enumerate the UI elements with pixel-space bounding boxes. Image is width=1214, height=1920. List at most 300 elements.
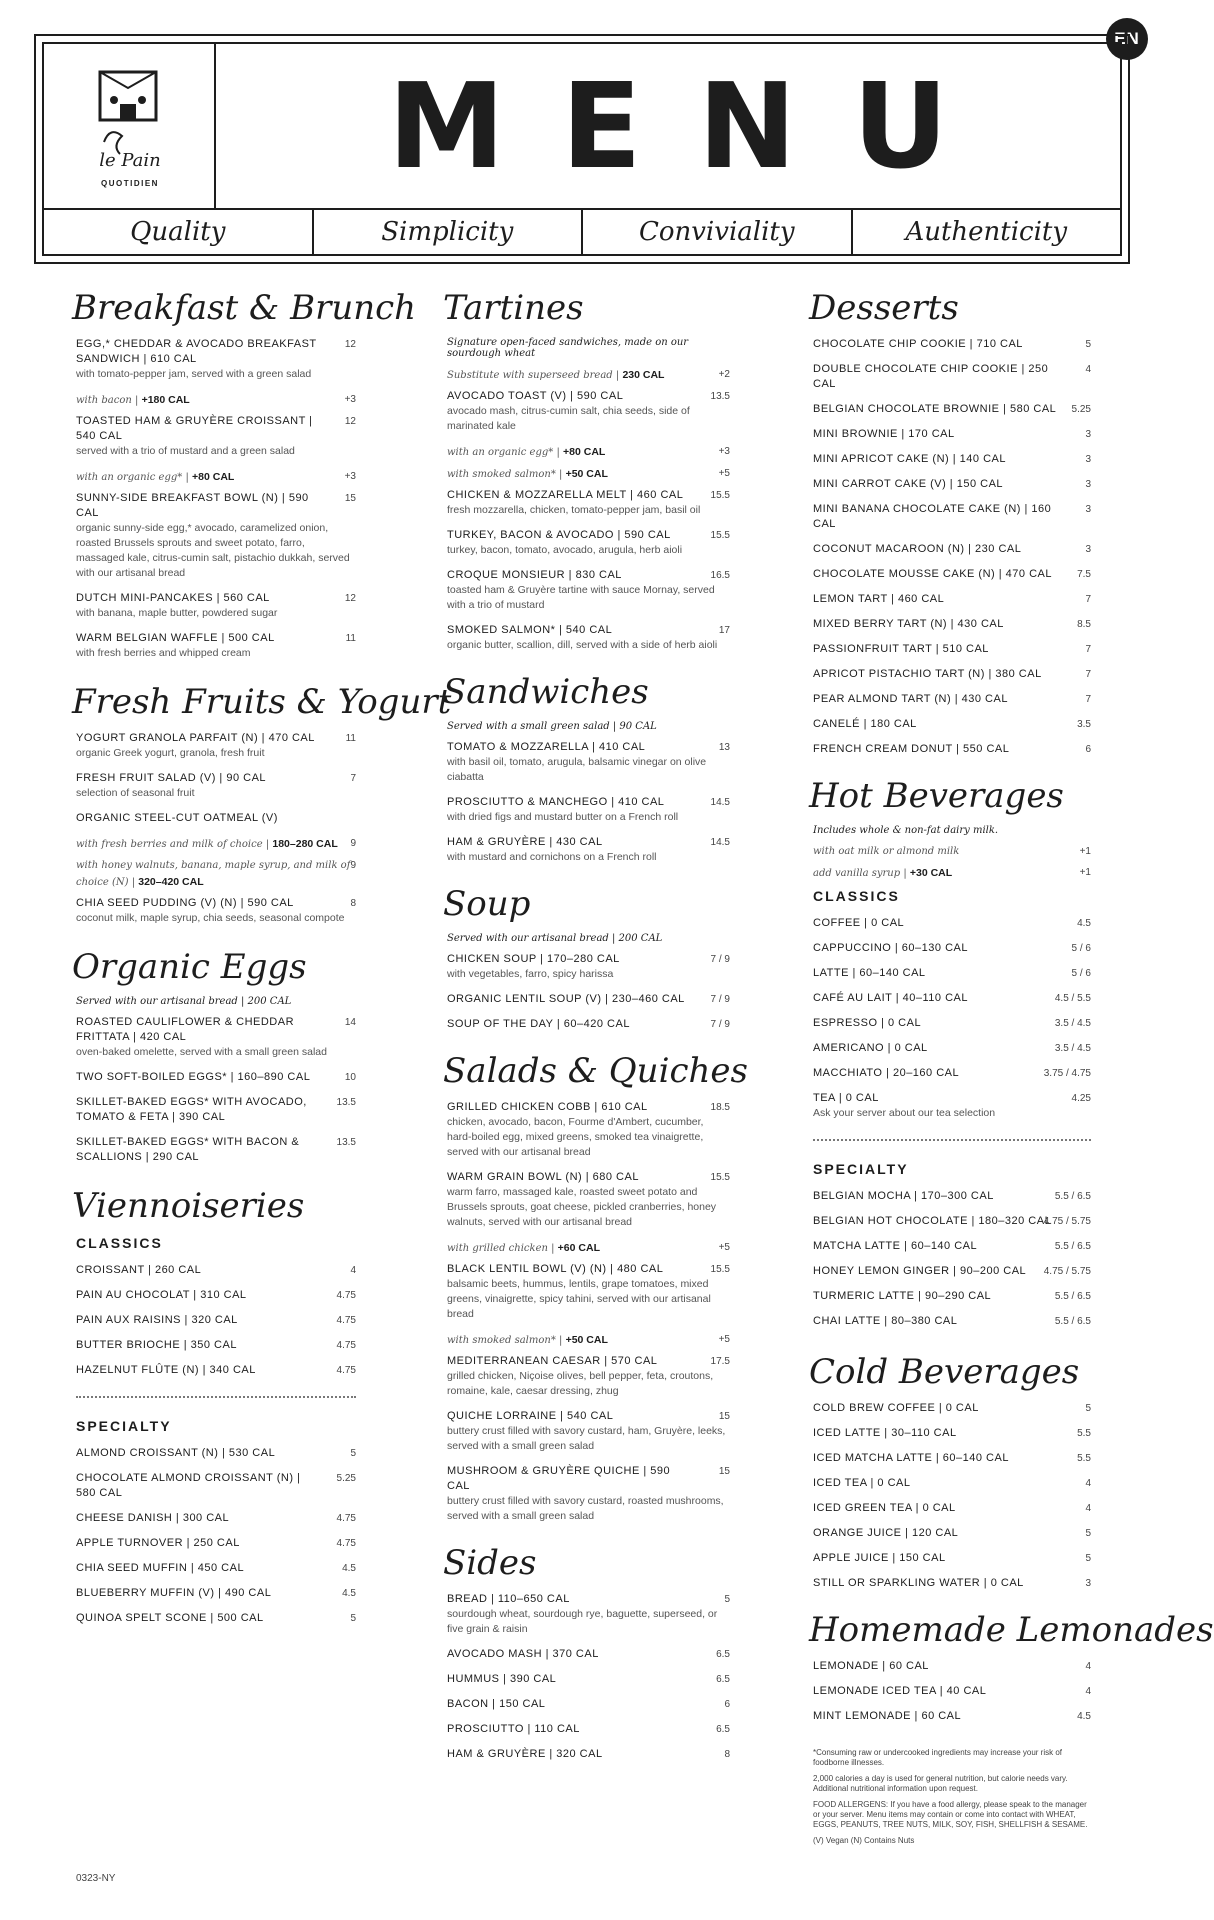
menu-item-price: 15	[718, 1411, 730, 1422]
menu-item	[76, 591, 356, 621]
menu-item-price: 12	[344, 593, 356, 604]
menu-item	[76, 1611, 356, 1626]
menu-item-description: Ask your server about our tea selection	[813, 1107, 996, 1119]
menu-item-price: 15.5	[710, 1264, 730, 1275]
dotted-divider	[76, 1396, 356, 1398]
menu-item	[447, 1722, 730, 1737]
menu-item	[813, 1066, 1091, 1081]
menu-item-description: with basil oil, tomato, arugula, balsamic vinegar on olive ciabatta	[447, 756, 707, 783]
section-lemonades	[809, 1607, 1214, 1724]
menu-item-description: fresh mozzarella, chicken, tomato-pepper jam, basil oil	[447, 504, 701, 516]
menu-item	[813, 1526, 1091, 1541]
menu-item-price: 5 / 6	[1071, 968, 1091, 979]
menu-item	[447, 795, 730, 825]
menu-item-price: 3	[1085, 429, 1091, 440]
menu-item	[447, 1354, 730, 1399]
menu-item-name: HAM & GRUYÈRE | 430 CAL	[447, 836, 603, 848]
menu-item-name: BELGIAN CHOCOLATE BROWNIE | 580 CAL	[813, 403, 1057, 415]
menu-item-option: with smoked salmon* | +50 CAL +5	[447, 468, 730, 480]
menu-item-price: 4.75	[336, 1290, 356, 1301]
menu-item	[813, 567, 1091, 582]
section-title: Sides	[443, 1543, 537, 1583]
menu-item-name: MEDITERRANEAN CAESAR | 570 CAL	[447, 1355, 658, 1367]
menu-item	[76, 1471, 356, 1501]
menu-item-price: 3.75 / 4.75	[1043, 1068, 1091, 1079]
menu-item	[76, 1263, 356, 1278]
section-title: Fresh Fruits & Yogurt	[72, 682, 452, 722]
menu-item	[447, 1409, 730, 1454]
menu-item-price: 3	[1085, 504, 1091, 515]
menu-item	[813, 1451, 1091, 1466]
menu-item-price: 4	[1085, 1478, 1091, 1489]
menu-item	[447, 1170, 730, 1230]
menu-item-price: 3	[1085, 479, 1091, 490]
menu-item-price: 11	[345, 633, 356, 644]
menu-item-price: 13	[718, 742, 730, 753]
menu-item-name: MINI APRICOT CAKE (N) | 140 CAL	[813, 453, 1006, 465]
section-title: Desserts	[809, 288, 959, 328]
menu-item-name: LEMON TART | 460 CAL	[813, 593, 945, 605]
menu-item-price: 5.5 / 6.5	[1054, 1291, 1091, 1302]
menu-item	[447, 568, 730, 613]
footnote: FOOD ALLERGENS: If you have a food allergy, please speak to the manager or your server. Menu items may contain or come into contact with WHEAT, EGGS, PEANUTS, TREE NUTS, MILK, SOY, FISH, SHELLFISH & SESAME.	[813, 1800, 1088, 1829]
menu-item-description: with vegetables, farro, spicy harissa	[447, 968, 614, 980]
option-text: with fresh berries and milk of choice	[76, 839, 263, 850]
menu-item	[76, 1586, 356, 1601]
value-authenticity: Authenticity	[905, 217, 1068, 247]
bakery-logo-icon	[44, 44, 216, 208]
option-price: +1	[1079, 846, 1091, 857]
menu-item-name: TURMERIC LATTE | 90–290 CAL	[813, 1290, 992, 1302]
menu-item-name: CHOCOLATE ALMOND CROISSANT (N) | 580 CAL	[76, 1472, 301, 1499]
menu-item-description: with fresh berries and whipped cream	[76, 647, 251, 659]
menu-item-price: 7 / 9	[710, 994, 730, 1005]
menu-item-description: with dried figs and mustard butter on a French roll	[447, 811, 679, 823]
menu-item-description: buttery crust filled with savory custard, ham, Gruyère, leeks, served with a small green salad	[447, 1425, 726, 1452]
menu-item-price: 3	[1085, 454, 1091, 465]
menu-item-name: ICED LATTE | 30–110 CAL	[813, 1427, 957, 1439]
menu-item-price: 18.5	[710, 1102, 730, 1113]
menu-item	[813, 592, 1091, 607]
option-price: +5	[718, 468, 730, 479]
menu-item-price: 12	[344, 416, 356, 427]
menu-item	[813, 1501, 1091, 1516]
option-price: +3	[718, 446, 730, 457]
section-hot	[809, 773, 1091, 1349]
menu-item-name: ALMOND CROISSANT (N) | 530 CAL	[76, 1447, 276, 1459]
menu-item-name: SKILLET-BAKED EGGS* WITH AVOCADO, TOMATO & FETA | 390 CAL	[76, 1096, 307, 1123]
menu-item	[813, 1264, 1091, 1279]
menu-item-price: 3.5 / 4.5	[1054, 1018, 1091, 1029]
menu-item-price: 8.5	[1077, 619, 1091, 630]
menu-item-name: PAIN AU CHOCOLAT | 310 CAL	[76, 1289, 247, 1301]
value-conviviality: Conviviality	[583, 210, 853, 254]
menu-item	[813, 452, 1091, 467]
menu-item-description: chicken, avocado, bacon, Fourme d'Ambert, cucumber, hard-boiled egg, mixed greens, smoked tea vinaigrette, served with our artisanal bread	[447, 1116, 704, 1158]
menu-item-description: with tomato-pepper jam, served with a green salad	[76, 368, 312, 380]
menu-column-right	[809, 285, 1214, 1852]
menu-item	[813, 1576, 1091, 1591]
menu-item	[813, 477, 1091, 492]
menu-item-name: TEA | 0 CAL	[813, 1092, 879, 1104]
menu-item-price: 8	[724, 1749, 730, 1760]
menu-item-name: ROASTED CAULIFLOWER & CHEDDAR FRITTATA | 420 CAL	[76, 1016, 295, 1043]
menu-item-name: HAZELNUT FLÛTE (N) | 340 CAL	[76, 1364, 256, 1376]
menu-item	[76, 337, 356, 382]
menu-item	[813, 742, 1091, 757]
menu-item-price: 12	[344, 339, 356, 350]
menu-item-price: 4	[1085, 1503, 1091, 1514]
section-desserts	[809, 285, 1091, 773]
menu-item-name: ORANGE JUICE | 120 CAL	[813, 1527, 959, 1539]
menu-item	[76, 1536, 356, 1551]
menu-item-price: 3.5 / 4.5	[1054, 1043, 1091, 1054]
footnote: 2,000 calories a day is used for general nutrition, but calorie needs vary. Additional nutritional information upon request.	[813, 1774, 1068, 1793]
menu-item-name: LEMONADE ICED TEA | 40 CAL	[813, 1685, 987, 1697]
menu-item-price: 3	[1085, 1578, 1091, 1589]
menu-item	[813, 1041, 1091, 1056]
option-text: with grilled chicken	[447, 1243, 548, 1254]
menu-item-option: with fresh berries and milk of choice | 180–280 CAL 9	[76, 838, 356, 850]
menu-item	[813, 542, 1091, 557]
menu-column-left	[72, 285, 452, 1646]
menu-item-price: 7	[350, 773, 356, 784]
menu-item-name: BACON | 150 CAL	[447, 1698, 546, 1710]
menu-item	[447, 952, 730, 982]
section-title: Organic Eggs	[72, 947, 307, 987]
menu-item-price: 10	[344, 1072, 356, 1083]
menu-item-price: 6.5	[716, 1724, 730, 1735]
menu-item-price: 16.5	[710, 570, 730, 581]
menu-item-name: ESPRESSO | 0 CAL	[813, 1017, 922, 1029]
menu-item-option: with smoked salmon* | +50 CAL +5	[447, 1334, 730, 1346]
menu-item-price: 7 / 9	[710, 1019, 730, 1030]
menu-item-price: 15	[718, 1466, 730, 1477]
menu-item-option: with an organic egg* | +80 CAL +3	[447, 446, 730, 458]
menu-item	[813, 1709, 1091, 1724]
footnote: *Consuming raw or undercooked ingredients may increase your risk of foodborne illnesses.	[813, 1748, 1063, 1767]
menu-item-price: 7	[1085, 694, 1091, 705]
menu-item-price: 13.5	[336, 1137, 356, 1148]
menu-item	[76, 1313, 356, 1328]
menu-item-name: AMERICANO | 0 CAL	[813, 1042, 928, 1054]
menu-item	[76, 1446, 356, 1461]
menu-item	[447, 1592, 730, 1637]
menu-item-description: oven-baked omelette, served with a small green salad	[76, 1046, 327, 1058]
menu-item	[447, 1647, 730, 1662]
option-text: with smoked salmon*	[447, 469, 556, 480]
section-sides	[443, 1540, 730, 1762]
menu-item-name: MINI BROWNIE | 170 CAL	[813, 428, 955, 440]
menu-item-name: CROQUE MONSIEUR | 830 CAL	[447, 569, 622, 581]
menu-item-name: MIXED BERRY TART (N) | 430 CAL	[813, 618, 1004, 630]
menu-item-option: with honey walnuts, banana, maple syrup, and milk of choice (N) | 320–420 CAL 9	[76, 860, 356, 888]
option-text: with smoked salmon*	[447, 1335, 556, 1346]
menu-item-name: BELGIAN MOCHA | 170–300 CAL	[813, 1190, 994, 1202]
menu-item-price: 5	[1085, 1528, 1091, 1539]
menu-item	[813, 966, 1091, 981]
section-breakfast	[72, 285, 417, 679]
menu-item-price: 6	[724, 1699, 730, 1710]
menu-item-description: grilled chicken, Niçoise olives, bell pepper, feta, croutons, romaine, kale, caesar dressing, zhug	[447, 1370, 714, 1397]
menu-item-price: 7	[1085, 669, 1091, 680]
menu-item-price: 7	[1085, 594, 1091, 605]
menu-item-name: PASSIONFRUIT TART | 510 CAL	[813, 643, 989, 655]
menu-item	[447, 992, 730, 1007]
menu-item	[447, 1464, 730, 1524]
option-price: +1	[1079, 867, 1091, 878]
menu-item-name: PROSCIUTTO & MANCHEGO | 410 CAL	[447, 796, 665, 808]
menu-item	[813, 1239, 1091, 1254]
menu-item	[76, 1511, 356, 1526]
menu-item-description: with mustard and cornichons on a French roll	[447, 851, 657, 863]
menu-item	[76, 631, 356, 661]
menu-item-description: with banana, maple butter, powdered sugar	[76, 607, 278, 619]
menu-item-price: 6	[1085, 744, 1091, 755]
menu-item-name: ICED MATCHA LATTE | 60–140 CAL	[813, 1452, 1009, 1464]
menu-item-name: PAIN AUX RAISINS | 320 CAL	[76, 1314, 238, 1326]
section-viennoiseries	[72, 1183, 356, 1646]
menu-item	[447, 1697, 730, 1712]
menu-item-price: 5	[350, 1448, 356, 1459]
option-calories: +80 CAL	[192, 471, 235, 483]
option-text: with oat milk or almond milk	[813, 846, 960, 857]
section-tartines	[443, 285, 730, 669]
menu-item-name: QUINOA SPELT SCONE | 500 CAL	[76, 1612, 264, 1624]
menu-item	[447, 528, 730, 558]
menu-item	[813, 617, 1091, 632]
menu-item-price: 13.5	[336, 1097, 356, 1108]
option-text: add vanilla syrup	[813, 868, 901, 879]
section-sandwiches	[443, 669, 730, 881]
section-cold	[809, 1349, 1091, 1607]
option-price: +2	[718, 369, 730, 380]
menu-item-price: 5.5	[1077, 1453, 1091, 1464]
section-note: Served with our artisanal bread | 200 CAL	[447, 933, 663, 944]
option-text: with honey walnuts, banana, maple syrup, and milk of choice (N)	[76, 860, 351, 888]
menu-item-option: with grilled chicken | +60 CAL +5	[447, 1242, 730, 1254]
menu-item	[76, 1338, 356, 1353]
menu-item	[813, 941, 1091, 956]
menu-item-name: TWO SOFT-BOILED EGGS* | 160–890 CAL	[76, 1071, 311, 1083]
menu-item	[813, 1426, 1091, 1441]
menu-item-price: 4.75	[336, 1365, 356, 1376]
subsection-heading-classics: CLASSICS	[813, 888, 900, 904]
menu-item-description: organic Greek yogurt, granola, fresh fruit	[76, 747, 265, 759]
menu-item-price: 8	[350, 898, 356, 909]
menu-item	[447, 740, 730, 785]
menu-item-price: 4.25	[1071, 1093, 1091, 1104]
menu-item	[813, 1476, 1091, 1491]
menu-header-frame	[34, 34, 1130, 264]
section-title: Soup	[443, 884, 531, 924]
menu-item-name: FRENCH CREAM DONUT | 550 CAL	[813, 743, 1010, 755]
menu-item-name: DOUBLE CHOCOLATE CHIP COOKIE | 250 CAL	[813, 363, 1049, 390]
menu-item-name: CAFÉ AU LAIT | 40–110 CAL	[813, 992, 968, 1004]
footnote: (V) Vegan (N) Contains Nuts	[813, 1836, 915, 1845]
menu-item-option: with an organic egg* | +80 CAL +3	[76, 471, 356, 483]
menu-item-description: turkey, bacon, tomato, avocado, arugula, herb aioli	[447, 544, 683, 556]
menu-item-name: APPLE JUICE | 150 CAL	[813, 1552, 946, 1564]
menu-item-name: TOASTED HAM & GRUYÈRE CROISSANT | 540 CAL	[76, 415, 313, 442]
menu-item-name: PROSCIUTTO | 110 CAL	[447, 1723, 580, 1735]
menu-item-name: MINI CARROT CAKE (V) | 150 CAL	[813, 478, 1004, 490]
option-calories: +50 CAL	[565, 1334, 608, 1346]
menu-item-name: CHICKEN SOUP | 170–280 CAL	[447, 953, 620, 965]
option-text: with bacon	[76, 395, 132, 406]
section-title: Cold Beverages	[809, 1352, 1080, 1392]
menu-item-price: 4.5	[1077, 1711, 1091, 1722]
menu-item-name: LATTE | 60–140 CAL	[813, 967, 926, 979]
menu-item	[813, 1684, 1091, 1699]
menu-item-price: 5	[1085, 1553, 1091, 1564]
menu-item-description: buttery crust filled with savory custard, roasted mushrooms, served with a small green salad	[447, 1495, 724, 1522]
menu-item-name: CHIA SEED MUFFIN | 450 CAL	[76, 1562, 245, 1574]
menu-item-name: SUNNY-SIDE BREAKFAST BOWL (N) | 590 CAL	[76, 492, 309, 519]
menu-item-price: 17	[718, 625, 730, 636]
menu-item	[813, 362, 1091, 392]
menu-item-description: served with a trio of mustard and a green salad	[76, 445, 295, 457]
menu-item	[76, 771, 356, 801]
menu-item-price: 5	[1085, 1403, 1091, 1414]
logo-script-text: le Pain	[99, 150, 161, 171]
menu-item-description: sourdough wheat, sourdough rye, baguette, superseed, or five grain & raisin	[447, 1608, 718, 1635]
menu-item	[76, 1070, 356, 1085]
menu-item	[76, 811, 356, 826]
menu-item-name: AVOCADO TOAST (V) | 590 CAL	[447, 390, 624, 402]
option-calories: +180 CAL	[141, 394, 190, 406]
menu-item-price: 4	[1085, 1686, 1091, 1697]
menu-item-price: 17.5	[710, 1356, 730, 1367]
menu-item	[76, 1561, 356, 1576]
menu-item-price: 6.5	[716, 1649, 730, 1660]
option-calories: 320–420 CAL	[138, 876, 204, 888]
menu-item-name: CAPPUCCINO | 60–130 CAL	[813, 942, 968, 954]
menu-item	[813, 692, 1091, 707]
menu-item-price: 4.75	[336, 1340, 356, 1351]
menu-item-name: STILL OR SPARKLING WATER | 0 CAL	[813, 1577, 1024, 1589]
menu-item-name: EGG,* CHEDDAR & AVOCADO BREAKFAST SANDWICH | 610 CAL	[76, 338, 317, 365]
menu-item-option	[813, 844, 1091, 860]
menu-item-description: avocado mash, citrus-cumin salt, chia seeds, side of marinated kale	[447, 405, 690, 432]
option-price: 9	[350, 838, 356, 849]
menu-item-price: 5.5 / 6.5	[1054, 1191, 1091, 1202]
substitute-option: Substitute with superseed bread | 230 CAL +2	[447, 369, 730, 381]
menu-item-description: toasted ham & Gruyère tartine with sauce Mornay, served with a trio of mustard	[447, 584, 715, 611]
menu-item-price: 14.5	[710, 797, 730, 808]
menu-item-price: 15.5	[710, 490, 730, 501]
menu-item-name: QUICHE LORRAINE | 540 CAL	[447, 1410, 614, 1422]
menu-item	[813, 1214, 1091, 1229]
menu-item-name: CHOCOLATE MOUSSE CAKE (N) | 470 CAL	[813, 568, 1052, 580]
option-price: +3	[344, 394, 356, 405]
menu-item-name: APRICOT PISTACHIO TART (N) | 380 CAL	[813, 668, 1042, 680]
menu-item	[76, 491, 356, 581]
subsection-heading-specialty: SPECIALTY	[76, 1418, 172, 1434]
menu-item	[813, 502, 1091, 532]
menu-item	[813, 916, 1091, 931]
menu-item	[813, 667, 1091, 682]
value-simplicity: Simplicity	[314, 210, 584, 254]
section-note: Served with a small green salad | 90 CAL	[447, 721, 657, 732]
section-title: Breakfast & Brunch	[72, 288, 417, 328]
menu-item	[813, 337, 1091, 352]
menu-item-name: COCONUT MACAROON (N) | 230 CAL	[813, 543, 1022, 555]
menu-item-name: HONEY LEMON GINGER | 90–200 CAL	[813, 1265, 1027, 1277]
menu-item-name: CHOCOLATE CHIP COOKIE | 710 CAL	[813, 338, 1023, 350]
section-soup	[443, 881, 730, 1048]
menu-item	[447, 1100, 730, 1160]
menu-item-price: 5	[724, 1594, 730, 1605]
menu-item-name: BELGIAN HOT CHOCOLATE | 180–320 CAL	[813, 1215, 1052, 1227]
option-price: +5	[718, 1242, 730, 1253]
menu-item-description: organic sunny-side egg,* avocado, caramelized onion, roasted Brussels sprouts and sweet potato, farro, massaged kale, citrus-cumin salt, pistachio dukkah, served with our artisanal bread	[76, 522, 350, 579]
menu-item-name: WARM GRAIN BOWL (N) | 680 CAL	[447, 1171, 639, 1183]
menu-item-price: 6.5	[716, 1674, 730, 1685]
menu-item-name: TURKEY, BACON & AVOCADO | 590 CAL	[447, 529, 671, 541]
menu-item-name: MACCHIATO | 20–160 CAL	[813, 1067, 960, 1079]
menu-item-name: CANELÉ | 180 CAL	[813, 718, 917, 730]
menu-item-description: organic butter, scallion, dill, served with a side of herb aioli	[447, 639, 718, 651]
section-title: Salads & Quiches	[443, 1051, 748, 1091]
section-note: Signature open-faced sandwiches, made on our sourdough wheat	[447, 337, 689, 359]
menu-item-name: WARM BELGIAN WAFFLE | 500 CAL	[76, 632, 275, 644]
menu-item-name: CHAI LATTE | 80–380 CAL	[813, 1315, 958, 1327]
menu-item	[813, 717, 1091, 732]
menu-item-name: CHIA SEED PUDDING (V) (N) | 590 CAL	[76, 897, 294, 909]
menu-item	[813, 1401, 1091, 1416]
menu-item	[76, 1135, 356, 1165]
option-text: Substitute with superseed bread	[447, 370, 613, 381]
menu-item-price: 5	[350, 1613, 356, 1624]
menu-item	[813, 427, 1091, 442]
menu-item-price: 4.5	[342, 1588, 356, 1599]
logo	[44, 44, 216, 208]
menu-item-price: 7 / 9	[710, 954, 730, 965]
menu-item-price: 5.5 / 6.5	[1054, 1316, 1091, 1327]
menu-item-price: 4.5	[342, 1563, 356, 1574]
section-title: Hot Beverages	[809, 776, 1064, 816]
section-eggs	[72, 944, 356, 1183]
menu-item-option: with bacon | +180 CAL +3	[76, 394, 356, 406]
menu-item-name: BLACK LENTIL BOWL (V) (N) | 480 CAL	[447, 1263, 664, 1275]
menu-item-name: ORGANIC STEEL-CUT OATMEAL (V)	[76, 812, 278, 824]
option-text: with an organic egg*	[447, 447, 554, 458]
subsection-heading-specialty: SPECIALTY	[813, 1161, 909, 1177]
menu-item	[447, 389, 730, 434]
menu-item-name: SKILLET-BAKED EGGS* WITH BACON & SCALLIONS | 290 CAL	[76, 1136, 300, 1163]
option-text: with an organic egg*	[76, 472, 183, 483]
menu-item	[76, 414, 356, 459]
menu-item	[76, 731, 356, 761]
menu-item	[76, 1095, 356, 1125]
menu-item-name: ORGANIC LENTIL SOUP (V) | 230–460 CAL	[447, 993, 685, 1005]
language-badge[interactable]: EN	[1106, 18, 1148, 60]
menu-item-price: 4	[1085, 364, 1091, 375]
menu-item	[447, 488, 730, 518]
menu-item-price: 13.5	[710, 391, 730, 402]
menu-item-name: MINI BANANA CHOCOLATE CAKE (N) | 160 CAL	[813, 503, 1052, 530]
menu-item-name: SMOKED SALMON* | 540 CAL	[447, 624, 613, 636]
option-calories: +50 CAL	[565, 468, 608, 480]
section-title: Homemade Lemonades	[809, 1610, 1214, 1650]
menu-item-price: 4.5	[1077, 918, 1091, 929]
menu-item-price: 5.5 / 6.5	[1054, 1241, 1091, 1252]
logo-subtext: QUOTIDIEN	[101, 179, 159, 188]
menu-item	[447, 1672, 730, 1687]
menu-code: 0323-NY	[76, 1873, 116, 1884]
menu-item-price: 14	[344, 1017, 356, 1028]
